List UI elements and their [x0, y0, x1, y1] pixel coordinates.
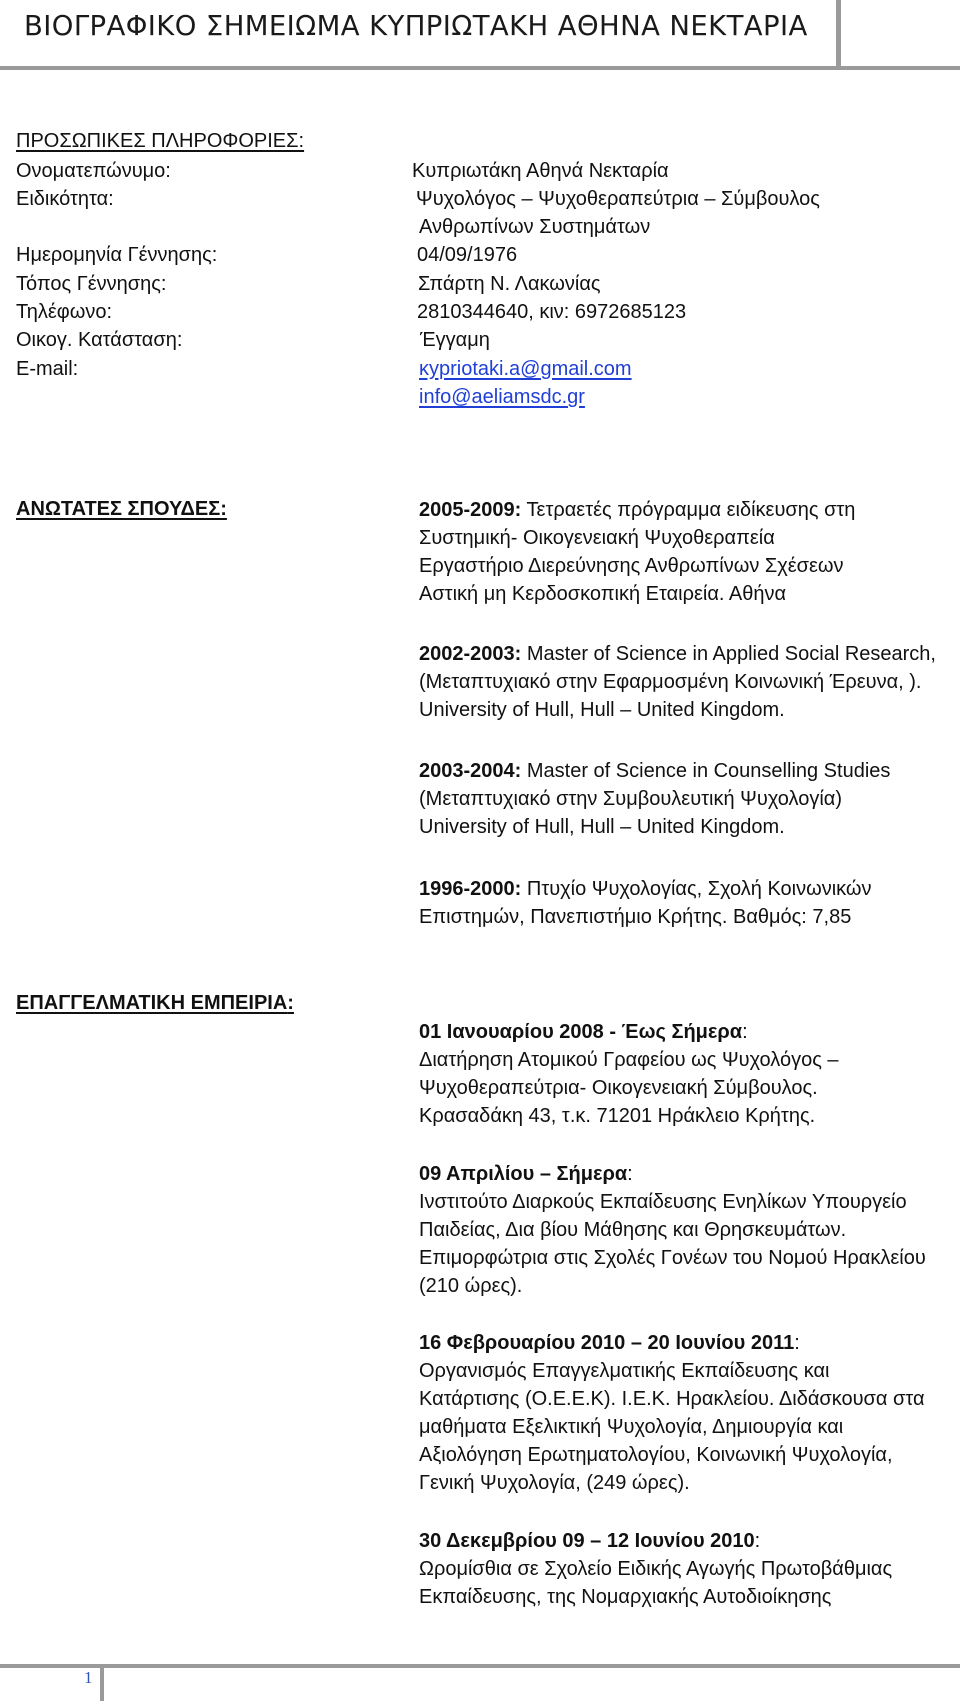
value-birthplace: Σπάρτη Ν. Λακωνίας [418, 273, 601, 295]
experience-line: Επιμορφώτρια στις Σχολές Γονέων του Νομού Ηρακλείου [419, 1247, 926, 1269]
value-fullname: Κυπριωτάκη Αθηνά Νεκταρία [412, 160, 669, 182]
value-specialty-line2: Ανθρωπίνων Συστημάτων [419, 216, 651, 238]
header-divider-horizontal [0, 66, 960, 70]
experience-entry: 30 Δεκεμβρίου 09 – 12 Ιουνίου 2010: Ωρομίσθια σε Σχολείο Ειδικής Αγωγής Πρωτοβάθμιας Εκπαίδευσης, της Νομαρχιακής Αυτοδιοίκησης [419, 1527, 892, 1611]
label-birthdate: Ημερομηνία Γέννησης: [16, 244, 218, 266]
experience-line: (210 ώρες). [419, 1275, 523, 1297]
education-line: Τετραετές πρόγραμμα ειδίκευσης στη [521, 499, 856, 521]
header-divider-vertical [836, 0, 841, 66]
label-marital-status: Οικογ. Κατάσταση: [16, 329, 183, 351]
value-birthdate: 04/09/1976 [417, 244, 518, 266]
footer-divider-horizontal [0, 1664, 960, 1668]
document-title: ΒΙΟΓΡΑΦΙΚΟ ΣΗΜΕΙΩΜΑ ΚΥΠΡΙΩΤΑΚΗ ΑΘΗΝΑ ΝΕΚΤΑΡΙΑ [24, 10, 808, 42]
experience-period: 16 Φεβρουαρίου 2010 – 20 Ιουνίου 2011 [419, 1332, 795, 1354]
experience-entry: 09 Απριλίου – Σήμερα: Ινστιτούτο Διαρκούς Εκπαίδευσης Ενηλίκων Υπουργείο Παιδείας, Δια βίου Μάθησης και Θρησκευμάτων. Επιμορφώτρια στις Σχολές Γονέων του Νομού Ηρακλείου (210 ώρες). [419, 1160, 926, 1300]
experience-line: Ινστιτούτο Διαρκούς Εκπαίδευσης Ενηλίκων Υπουργείο [419, 1191, 907, 1213]
experience-line: μαθήματα Εξελικτική Ψυχολογία, Δημιουργία και [419, 1416, 844, 1438]
experience-line: Ψυχοθεραπεύτρια- Οικογενειακή Σύμβουλος. [419, 1077, 818, 1099]
education-heading: ΑΝΩΤΑΤΕΣ ΣΠΟΥΔΕΣ: [16, 498, 227, 520]
experience-line: Κρασαδάκη 43, τ.κ. 71201 Ηράκλειο Κρήτης. [419, 1105, 816, 1127]
education-entry [419, 875, 872, 931]
value-phone: 2810344640, κιν: 6972685123 [417, 301, 687, 323]
label-specialty: Ειδικότητα: [16, 188, 114, 210]
footer-divider-vertical [100, 1664, 104, 1701]
value-specialty: Ψυχολόγος – Ψυχοθεραπεύτρια – Σύμβουλος [416, 188, 820, 210]
education-line: Master of Science in Applied Social Research, [521, 643, 936, 665]
experience-line: Ωρομίσθια σε Σχολείο Ειδικής Αγωγής Πρωτοβάθμιας [419, 1558, 893, 1580]
education-line: Master of Science in Counselling Studies [521, 760, 891, 782]
experience-line: Γενική Ψυχολογία, (249 ώρες). [419, 1472, 690, 1494]
experience-entry: 16 Φεβρουαρίου 2010 – 20 Ιουνίου 2011: Οργανισμός Επαγγελματικής Εκπαίδευσης και Κατάρτισης (Ο.Ε.Ε.Κ). Ι.Ε.Κ. Ηρακλείου. Διδάσκουσα στα μαθήματα Εξελικτική Ψυχολογία, Δημιουργία και Αξιολόγηση Ερωτηματολογίου, Κοινωνική Ψυχολογία, Γενική Ψυχολογία, (249 ώρες). [419, 1329, 925, 1497]
education-line: Πτυχίο Ψυχολογίας, Σχολή Κοινωνικών [521, 878, 872, 900]
education-line: Αστική μη Κερδοσκοπική Εταιρεία. Αθήνα [419, 583, 787, 605]
email-link-secondary[interactable]: info@aeliamsdc.gr [419, 386, 585, 408]
experience-period: 09 Απριλίου – Σήμερα [419, 1163, 628, 1185]
education-line: Επιστημών, Πανεπιστήμιο Κρήτης. Βαθμός: 7,85 [419, 906, 852, 928]
education-line: University of Hull, Hull – United Kingdom. [419, 699, 785, 721]
value-marital-status: Έγγαμη [420, 329, 490, 351]
experience-line: Παιδείας, Δια βίου Μάθησης και Θρησκευμάτων. [419, 1219, 847, 1241]
label-phone: Τηλέφωνο: [16, 301, 113, 323]
education-period: 2003-2004: [419, 760, 522, 782]
personal-info-heading: ΠΡΟΣΩΠΙΚΕΣ ΠΛΗΡΟΦΟΡΙΕΣ: [16, 130, 305, 152]
education-entry [419, 757, 890, 841]
label-birthplace: Τόπος Γέννησης: [16, 273, 167, 295]
experience-heading: ΕΠΑΓΓΕΛΜΑΤΙΚΗ ΕΜΠΕΙΡΙΑ: [16, 992, 294, 1014]
experience-line: Αξιολόγηση Ερωτηματολογίου, Κοινωνική Ψυχολογία, [419, 1444, 893, 1466]
education-period: 2005-2009: [419, 499, 522, 521]
education-line: (Μεταπτυχιακό στην Συμβουλευτική Ψυχολογία) [419, 788, 843, 810]
education-line: Συστημική- Οικογενειακή Ψυχοθεραπεία [419, 527, 775, 549]
education-line: (Μεταπτυχιακό στην Εφαρμοσμένη Κοινωνική Έρευνα, ). [419, 671, 922, 693]
education-entry [419, 640, 936, 724]
experience-line: Εκπαίδευσης, της Νομαρχιακής Αυτοδιοίκησης [419, 1586, 832, 1608]
education-entry [419, 496, 855, 608]
experience-line: Διατήρηση Ατομικού Γραφείου ως Ψυχολόγος – [419, 1049, 839, 1071]
education-period: 2002-2003: [419, 643, 522, 665]
email-link-primary[interactable]: κypriotaki.a@gmail.com [419, 358, 632, 380]
experience-line: Οργανισμός Επαγγελματικής Εκπαίδευσης και [419, 1360, 830, 1382]
experience-period: 30 Δεκεμβρίου 09 – 12 Ιουνίου 2010 [419, 1530, 755, 1552]
label-fullname: Ονοματεπώνυμο: [16, 160, 171, 182]
education-line: Εργαστήριο Διερεύνησης Ανθρωπίνων Σχέσεων [419, 555, 844, 577]
page-number: 1 [84, 1668, 93, 1687]
experience-line: Κατάρτισης (Ο.Ε.Ε.Κ). Ι.Ε.Κ. Ηρακλείου. Διδάσκουσα στα [419, 1388, 925, 1410]
experience-period: 01 Ιανουαρίου 2008 - Έως Σήμερα [419, 1021, 743, 1043]
education-period: 1996-2000: [419, 878, 522, 900]
education-line: University of Hull, Hull – United Kingdom. [419, 816, 785, 838]
label-email: E-mail: [16, 358, 79, 380]
experience-entry: 01 Ιανουαρίου 2008 - Έως Σήμερα: Διατήρηση Ατομικού Γραφείου ως Ψυχολόγος – Ψυχοθεραπεύτρια- Οικογενειακή Σύμβουλος. Κρασαδάκη 43, τ.κ. 71201 Ηράκλειο Κρήτης. [419, 1018, 839, 1130]
